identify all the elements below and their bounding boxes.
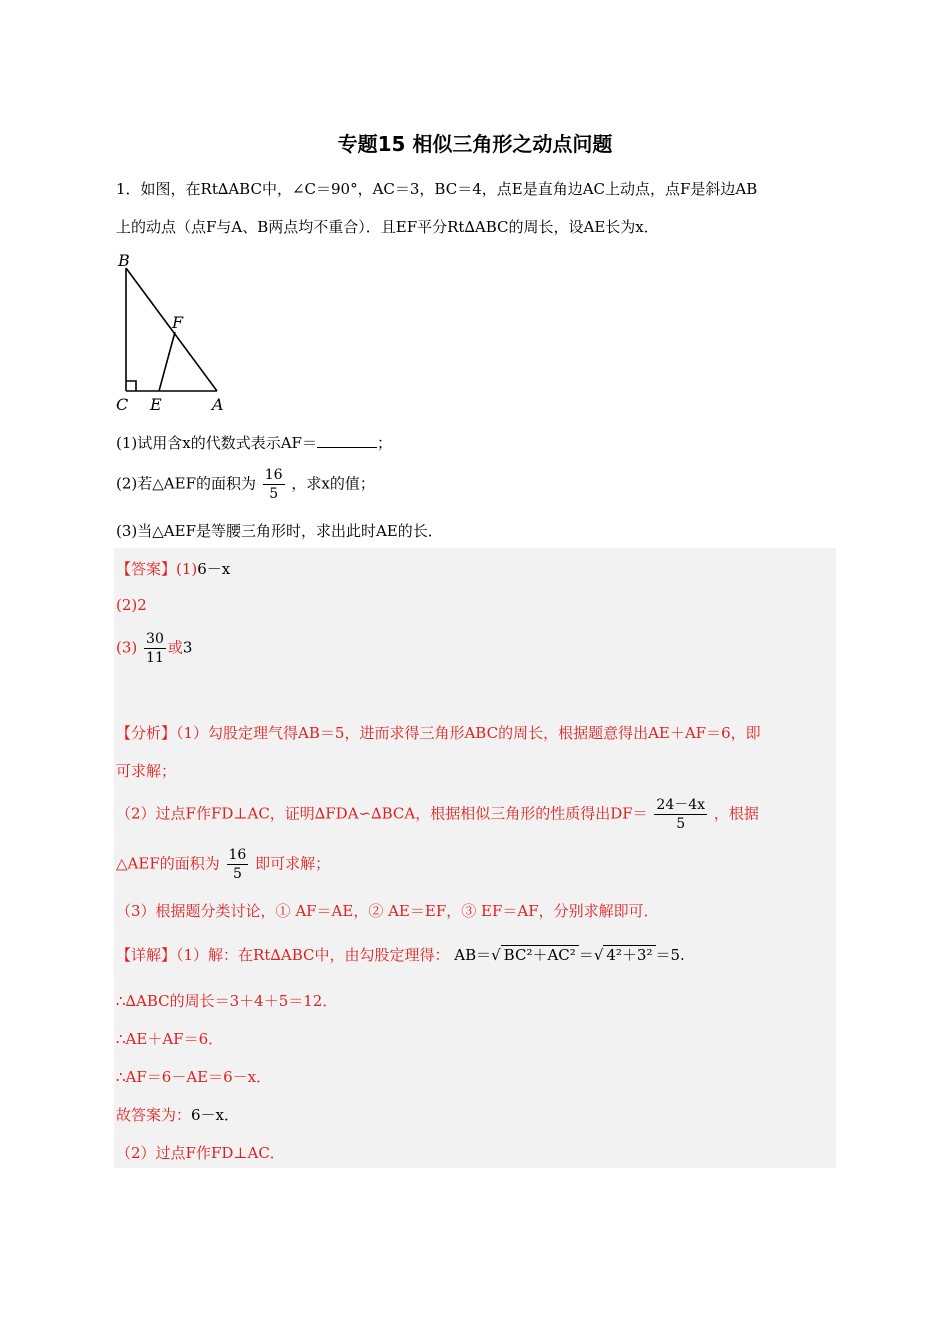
answer-label: 【答案】 (116, 560, 177, 578)
triangle-figure (110, 248, 240, 418)
analysis-line-3: （2）过点F作FD⊥AC，证明∆FDA∽∆BCA，根据相似三角形的性质得出DF＝ $\frac{24-4x}{5}$ ，根据 (116, 797, 759, 832)
analysis-line-1: 【分析】（1）勾股定理气得AB＝5，进而求得三角形ABC的周长，根据题意得出AE＋AF＝6，即 (116, 724, 761, 742)
question-line-2: 上的动点（点F与A、B两点均不重合）．且EF平分Rt∆ABC的周长，设AE长为x． (116, 218, 659, 236)
detail-line-1: 【详解】（1）解：在Rt∆ABC中，由勾股定理得： AB＝√ BC²＋AC² ＝√ 4²＋3² ＝5. (116, 946, 685, 964)
part-3: (3)当△AEF是等腰三角形时，求出此时AE的长． (116, 522, 443, 540)
part-1-text: (1)试用含x的代数式表示AF＝ (116, 434, 317, 452)
detail-line-3: ∴AE＋AF＝6． (116, 1030, 224, 1048)
answer-line-1: 【答案】(1)6－x (116, 560, 231, 578)
detail-line-2: ∴∆ABC的周长＝3＋4＋5＝12． (116, 992, 338, 1010)
analysis-label: 【分析】 (116, 724, 177, 742)
analysis-line-5: （3）根据题分类讨论，① AF＝AE，② AE＝EF，③ EF＝AF，分别求解即可． (116, 902, 659, 920)
detail-line-6: （2）过点F作FD⊥AC． (116, 1144, 285, 1162)
label-c: C (116, 395, 129, 414)
label-b: B (118, 251, 130, 270)
label-e: E (150, 395, 162, 414)
fraction-30-11: $\frac{30}{11}$ (146, 631, 164, 666)
fraction-16-5-b: $\frac{16}{5}$ (228, 847, 247, 882)
answer-line-2: (2)2 (116, 596, 147, 614)
part-2-pre: (2)若△AEF的面积为 (116, 474, 256, 493)
detail-label: 【详解】 (116, 946, 177, 964)
part-2 (116, 466, 375, 503)
label-f: F (172, 313, 184, 332)
detail-line-5: 故答案为：6－x． (116, 1106, 240, 1124)
page-title: 专题15 相似三角形之动点问题 (337, 132, 613, 156)
pythagoras-formula: AB＝√ BC²＋AC² ＝√ 4²＋3² ＝5. (454, 946, 685, 964)
part-1 (116, 432, 392, 453)
part-2-post: ，求x的值； (291, 474, 375, 493)
fraction-16-5: $\frac{16}{5}$ (264, 467, 283, 502)
answer-1-value: 6－x (197, 560, 231, 578)
analysis-line-4: △AEF的面积为 $\frac{16}{5}$ 即可求解； (116, 847, 331, 882)
detail-line-4: ∴AF＝6－AE＝6－x． (116, 1068, 272, 1086)
label-a: A (212, 395, 224, 414)
question-line-1: 1．如图，在Rt∆ABC中，∠C＝90°，AC＝3，BC＝4，点E是直角边AC上动点，点F是斜边AB (116, 180, 758, 198)
answer-line-3: (3) $\frac{30}{11}$ 或3 (116, 631, 193, 666)
fraction-df: $\frac{24-4x}{5}$ (656, 797, 706, 832)
part-1-end: ； (376, 434, 392, 452)
analysis-line-2: 可求解； (116, 762, 177, 780)
answer-blank (317, 433, 377, 448)
